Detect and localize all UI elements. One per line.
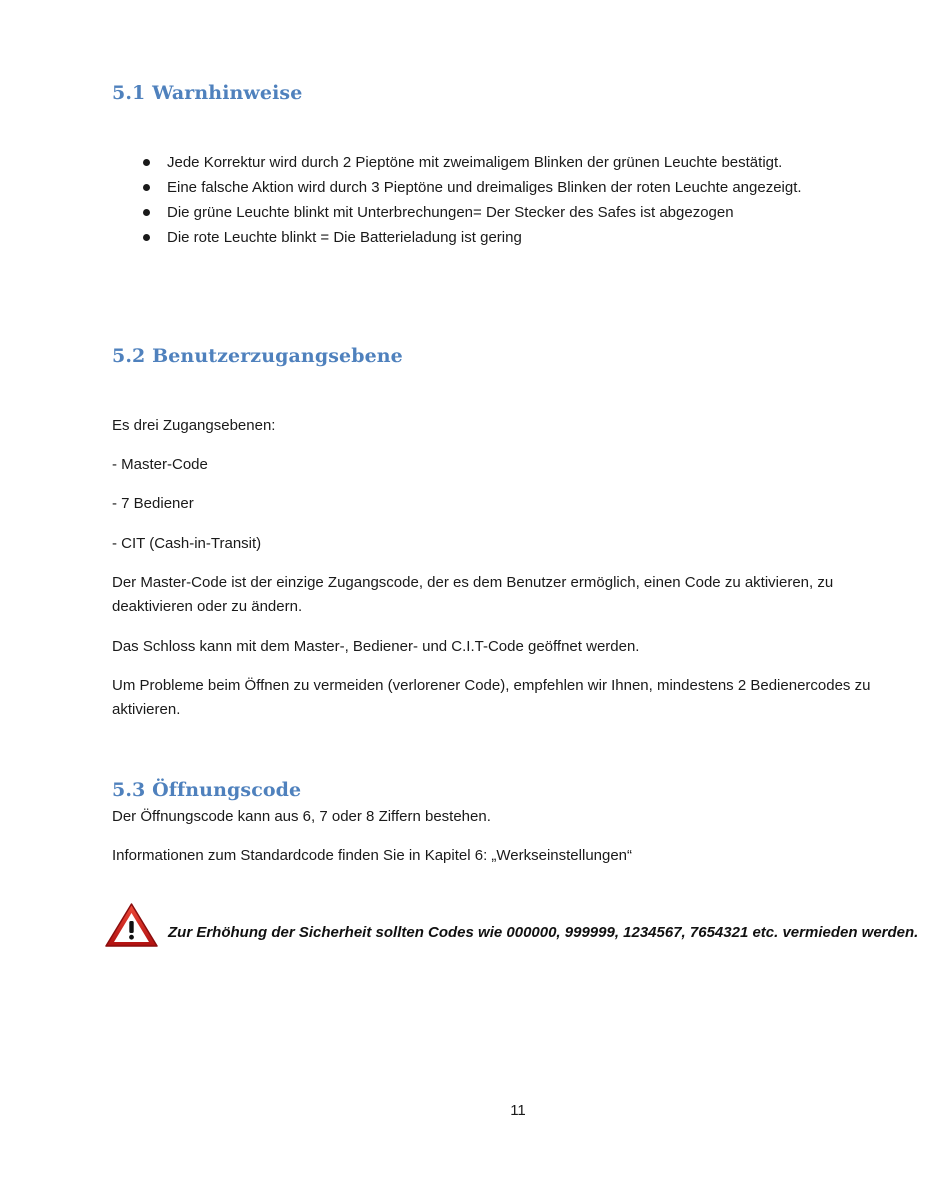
list-item [112, 175, 802, 200]
access-level-master: - Master-Code [112, 456, 208, 473]
access-level-cit: - CIT (Cash-in-Transit) [112, 535, 262, 552]
recommendation-paragraph: Um Probleme beim Öffnen zu vermeiden (verlorener Code), empfehlen wir Ihnen, mindestens 2 Bedienercodes zu aktivieren. [112, 677, 871, 718]
section-5-3-heading: 5.3 Öffnungscode [112, 779, 302, 801]
bullet-icon [143, 234, 150, 241]
list-item [112, 225, 802, 250]
list-item-text: Die grüne Leuchte blinkt mit Unterbrechungen= Der Stecker des Safes ist abgezogen [167, 204, 734, 221]
list-item-text: Jede Korrektur wird durch 2 Pieptöne mit zweimaligem Blinken der grünen Leuchte bestätigt. [167, 154, 783, 171]
page-number: 11 [510, 1102, 526, 1119]
list-item-text: Die rote Leuchte blinkt = Die Batterieladung ist gering [167, 229, 522, 246]
bullet-icon [143, 209, 150, 216]
warning-notes-list [112, 150, 802, 250]
section-5-1-heading: 5.1 Warnhinweise [112, 82, 303, 104]
security-warning [104, 902, 924, 950]
bullet-icon [143, 159, 150, 166]
access-level-operator: - 7 Bediener [112, 495, 194, 512]
list-item [112, 200, 802, 225]
list-item [112, 150, 802, 175]
warning-text: Zur Erhöhung der Sicherheit sollten Codes wie 000000, 999999, 1234567, 7654321 etc. vermieden werden. [168, 924, 919, 941]
list-item-text: Eine falsche Aktion wird durch 3 Pieptöne und dreimaliges Blinken der roten Leuchte angezeigt. [167, 179, 802, 196]
lock-open-paragraph: Das Schloss kann mit dem Master-, Bediener- und C.I.T-Code geöffnet werden. [112, 638, 640, 655]
default-code-paragraph: Informationen zum Standardcode finden Sie in Kapitel 6: „Werkseinstellungen“ [112, 847, 633, 864]
warning-triangle-icon [104, 902, 159, 948]
code-length-paragraph: Der Öffnungscode kann aus 6, 7 oder 8 Ziffern bestehen. [112, 808, 491, 825]
bullet-icon [143, 184, 150, 191]
access-levels-intro: Es drei Zugangsebenen: [112, 417, 276, 434]
section-5-2-heading: 5.2 Benutzerzugangsebene [112, 345, 403, 367]
master-code-paragraph: Der Master-Code ist der einzige Zugangscode, der es dem Benutzer ermöglich, einen Code zu aktivieren, zu deaktivieren oder zu ändern. [112, 574, 834, 615]
